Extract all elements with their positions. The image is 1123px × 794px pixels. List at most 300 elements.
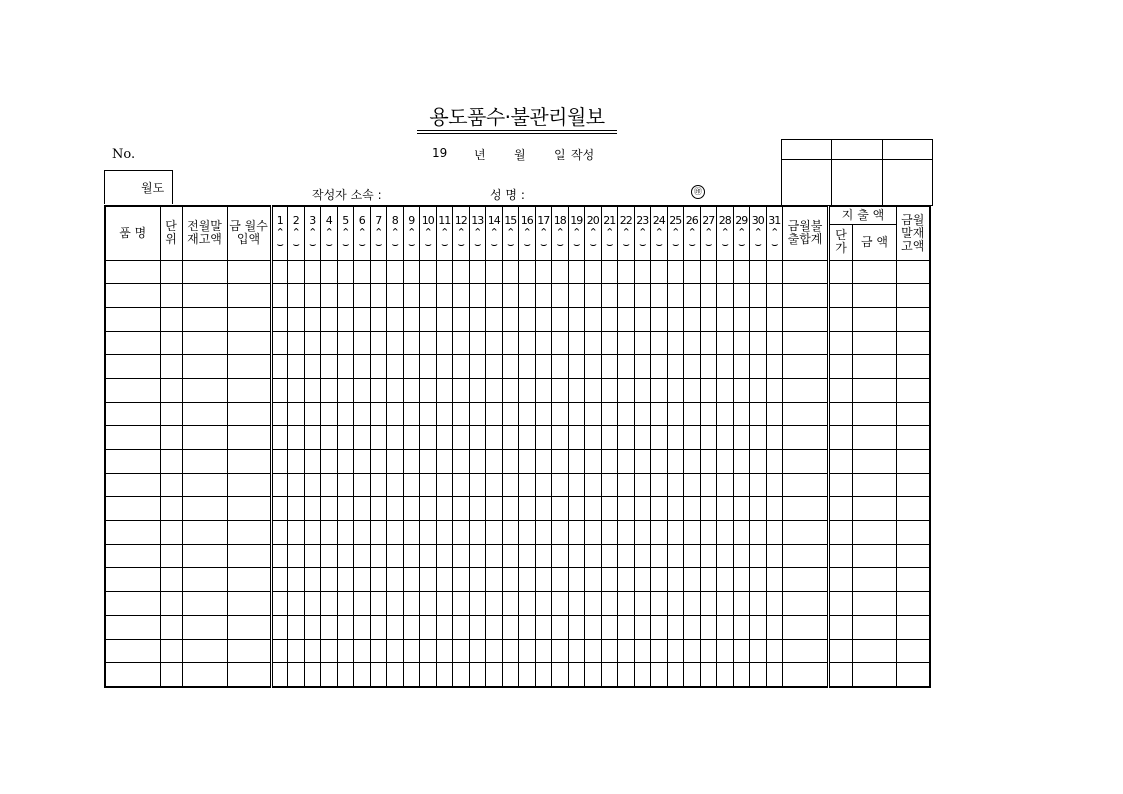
table-cell[interactable] xyxy=(321,639,338,663)
table-cell[interactable] xyxy=(897,639,930,663)
table-cell[interactable] xyxy=(853,426,897,450)
table-cell[interactable] xyxy=(304,402,321,426)
table-cell[interactable] xyxy=(304,473,321,497)
table-cell[interactable] xyxy=(486,355,503,379)
table-cell[interactable] xyxy=(552,378,569,402)
table-cell[interactable] xyxy=(684,260,701,284)
table-cell[interactable] xyxy=(552,592,569,616)
table-cell[interactable] xyxy=(354,284,371,308)
table-cell[interactable] xyxy=(552,473,569,497)
table-cell[interactable] xyxy=(436,260,453,284)
table-cell[interactable] xyxy=(750,450,767,474)
table-cell[interactable] xyxy=(420,497,437,521)
table-cell[interactable] xyxy=(651,639,668,663)
table-cell[interactable] xyxy=(717,663,734,687)
table-cell[interactable] xyxy=(160,331,182,355)
table-cell[interactable] xyxy=(829,615,853,639)
table-cell[interactable] xyxy=(651,544,668,568)
table-cell[interactable] xyxy=(601,615,618,639)
table-cell[interactable] xyxy=(182,663,227,687)
table-cell[interactable] xyxy=(160,521,182,545)
table-cell[interactable] xyxy=(535,378,552,402)
table-cell[interactable] xyxy=(568,450,585,474)
table-cell[interactable] xyxy=(601,355,618,379)
table-cell[interactable] xyxy=(651,568,668,592)
table-cell[interactable] xyxy=(469,378,486,402)
table-cell[interactable] xyxy=(585,544,602,568)
table-cell[interactable] xyxy=(568,568,585,592)
table-cell[interactable] xyxy=(304,426,321,450)
table-cell[interactable] xyxy=(502,568,519,592)
table-cell[interactable] xyxy=(618,663,635,687)
table-cell[interactable] xyxy=(337,307,354,331)
table-cell[interactable] xyxy=(684,544,701,568)
table-cell[interactable] xyxy=(420,450,437,474)
table-cell[interactable] xyxy=(750,307,767,331)
table-cell[interactable] xyxy=(717,402,734,426)
table-cell[interactable] xyxy=(288,568,305,592)
table-cell[interactable] xyxy=(853,663,897,687)
table-cell[interactable] xyxy=(370,615,387,639)
table-cell[interactable] xyxy=(453,568,470,592)
table-cell[interactable] xyxy=(271,260,288,284)
table-cell[interactable] xyxy=(160,378,182,402)
table-cell[interactable] xyxy=(783,284,829,308)
table-cell[interactable] xyxy=(535,521,552,545)
table-cell[interactable] xyxy=(420,307,437,331)
table-cell[interactable] xyxy=(354,639,371,663)
table-cell[interactable] xyxy=(288,378,305,402)
table-cell[interactable] xyxy=(387,615,404,639)
table-cell[interactable] xyxy=(552,426,569,450)
table-cell[interactable] xyxy=(733,426,750,450)
table-cell[interactable] xyxy=(634,260,651,284)
table-cell[interactable] xyxy=(717,473,734,497)
table-cell[interactable] xyxy=(853,521,897,545)
table-cell[interactable] xyxy=(750,639,767,663)
table-cell[interactable] xyxy=(182,426,227,450)
table-cell[interactable] xyxy=(634,378,651,402)
table-cell[interactable] xyxy=(105,307,160,331)
table-cell[interactable] xyxy=(453,331,470,355)
table-cell[interactable] xyxy=(667,592,684,616)
table-cell[interactable] xyxy=(288,426,305,450)
table-cell[interactable] xyxy=(552,663,569,687)
table-cell[interactable] xyxy=(535,568,552,592)
table-cell[interactable] xyxy=(700,473,717,497)
table-cell[interactable] xyxy=(227,639,271,663)
table-cell[interactable] xyxy=(387,426,404,450)
table-cell[interactable] xyxy=(684,355,701,379)
table-cell[interactable] xyxy=(387,663,404,687)
table-cell[interactable] xyxy=(337,426,354,450)
table-cell[interactable] xyxy=(568,426,585,450)
table-cell[interactable] xyxy=(750,473,767,497)
table-cell[interactable] xyxy=(717,592,734,616)
table-cell[interactable] xyxy=(750,331,767,355)
table-cell[interactable] xyxy=(733,639,750,663)
table-cell[interactable] xyxy=(897,497,930,521)
table-cell[interactable] xyxy=(387,450,404,474)
table-cell[interactable] xyxy=(634,639,651,663)
table-cell[interactable] xyxy=(304,521,321,545)
table-cell[interactable] xyxy=(897,378,930,402)
table-cell[interactable] xyxy=(717,426,734,450)
table-cell[interactable] xyxy=(304,450,321,474)
table-cell[interactable] xyxy=(585,355,602,379)
table-cell[interactable] xyxy=(634,473,651,497)
table-cell[interactable] xyxy=(601,497,618,521)
table-cell[interactable] xyxy=(420,521,437,545)
table-cell[interactable] xyxy=(337,521,354,545)
table-cell[interactable] xyxy=(271,307,288,331)
table-cell[interactable] xyxy=(783,331,829,355)
table-cell[interactable] xyxy=(160,663,182,687)
table-cell[interactable] xyxy=(321,544,338,568)
table-cell[interactable] xyxy=(387,497,404,521)
table-cell[interactable] xyxy=(733,402,750,426)
table-cell[interactable] xyxy=(568,521,585,545)
table-cell[interactable] xyxy=(585,497,602,521)
table-cell[interactable] xyxy=(304,544,321,568)
table-cell[interactable] xyxy=(535,544,552,568)
table-cell[interactable] xyxy=(897,615,930,639)
table-cell[interactable] xyxy=(453,639,470,663)
table-cell[interactable] xyxy=(766,663,783,687)
table-cell[interactable] xyxy=(750,592,767,616)
table-cell[interactable] xyxy=(651,497,668,521)
table-cell[interactable] xyxy=(486,592,503,616)
table-cell[interactable] xyxy=(502,473,519,497)
table-cell[interactable] xyxy=(321,426,338,450)
table-cell[interactable] xyxy=(387,473,404,497)
table-cell[interactable] xyxy=(750,568,767,592)
table-cell[interactable] xyxy=(182,450,227,474)
table-cell[interactable] xyxy=(568,544,585,568)
table-cell[interactable] xyxy=(601,331,618,355)
table-cell[interactable] xyxy=(829,355,853,379)
table-cell[interactable] xyxy=(568,473,585,497)
table-cell[interactable] xyxy=(387,284,404,308)
table-cell[interactable] xyxy=(271,402,288,426)
table-cell[interactable] xyxy=(700,663,717,687)
table-cell[interactable] xyxy=(469,260,486,284)
table-cell[interactable] xyxy=(585,473,602,497)
table-cell[interactable] xyxy=(667,473,684,497)
table-cell[interactable] xyxy=(750,497,767,521)
table-cell[interactable] xyxy=(304,355,321,379)
table-cell[interactable] xyxy=(684,450,701,474)
table-cell[interactable] xyxy=(304,284,321,308)
table-cell[interactable] xyxy=(684,639,701,663)
table-cell[interactable] xyxy=(105,450,160,474)
table-cell[interactable] xyxy=(469,450,486,474)
table-cell[interactable] xyxy=(354,473,371,497)
table-cell[interactable] xyxy=(288,497,305,521)
table-cell[interactable] xyxy=(288,639,305,663)
table-cell[interactable] xyxy=(667,307,684,331)
table-cell[interactable] xyxy=(453,663,470,687)
table-cell[interactable] xyxy=(829,663,853,687)
table-cell[interactable] xyxy=(684,592,701,616)
table-cell[interactable] xyxy=(853,639,897,663)
table-cell[interactable] xyxy=(684,284,701,308)
table-cell[interactable] xyxy=(552,402,569,426)
table-cell[interactable] xyxy=(634,426,651,450)
table-cell[interactable] xyxy=(519,378,536,402)
table-cell[interactable] xyxy=(337,355,354,379)
table-cell[interactable] xyxy=(370,450,387,474)
table-cell[interactable] xyxy=(105,402,160,426)
table-cell[interactable] xyxy=(436,639,453,663)
table-cell[interactable] xyxy=(403,473,420,497)
table-cell[interactable] xyxy=(387,355,404,379)
table-cell[interactable] xyxy=(717,378,734,402)
table-cell[interactable] xyxy=(585,615,602,639)
table-cell[interactable] xyxy=(453,426,470,450)
table-cell[interactable] xyxy=(552,521,569,545)
table-cell[interactable] xyxy=(502,615,519,639)
table-cell[interactable] xyxy=(684,331,701,355)
table-cell[interactable] xyxy=(227,355,271,379)
table-cell[interactable] xyxy=(420,260,437,284)
table-cell[interactable] xyxy=(684,426,701,450)
table-cell[interactable] xyxy=(700,331,717,355)
table-cell[interactable] xyxy=(354,521,371,545)
table-cell[interactable] xyxy=(403,307,420,331)
table-cell[interactable] xyxy=(618,331,635,355)
table-cell[interactable] xyxy=(354,378,371,402)
table-cell[interactable] xyxy=(160,473,182,497)
table-cell[interactable] xyxy=(552,568,569,592)
table-cell[interactable] xyxy=(321,568,338,592)
table-cell[interactable] xyxy=(453,260,470,284)
table-cell[interactable] xyxy=(354,402,371,426)
table-cell[interactable] xyxy=(634,615,651,639)
table-cell[interactable] xyxy=(535,450,552,474)
table-cell[interactable] xyxy=(370,355,387,379)
table-cell[interactable] xyxy=(750,544,767,568)
table-cell[interactable] xyxy=(469,307,486,331)
table-cell[interactable] xyxy=(354,355,371,379)
table-cell[interactable] xyxy=(469,663,486,687)
table-cell[interactable] xyxy=(321,378,338,402)
table-cell[interactable] xyxy=(182,260,227,284)
table-cell[interactable] xyxy=(766,544,783,568)
table-cell[interactable] xyxy=(717,497,734,521)
table-cell[interactable] xyxy=(436,497,453,521)
table-cell[interactable] xyxy=(519,521,536,545)
table-cell[interactable] xyxy=(552,355,569,379)
table-cell[interactable] xyxy=(733,378,750,402)
table-cell[interactable] xyxy=(618,497,635,521)
table-cell[interactable] xyxy=(469,497,486,521)
table-cell[interactable] xyxy=(829,639,853,663)
table-cell[interactable] xyxy=(227,497,271,521)
table-cell[interactable] xyxy=(453,450,470,474)
table-cell[interactable] xyxy=(387,402,404,426)
table-cell[interactable] xyxy=(684,307,701,331)
table-cell[interactable] xyxy=(160,284,182,308)
table-cell[interactable] xyxy=(601,260,618,284)
table-cell[interactable] xyxy=(601,307,618,331)
table-cell[interactable] xyxy=(667,284,684,308)
table-cell[interactable] xyxy=(105,497,160,521)
table-cell[interactable] xyxy=(585,260,602,284)
table-cell[interactable] xyxy=(783,473,829,497)
table-cell[interactable] xyxy=(667,639,684,663)
table-cell[interactable] xyxy=(853,355,897,379)
table-cell[interactable] xyxy=(354,450,371,474)
table-cell[interactable] xyxy=(403,521,420,545)
table-cell[interactable] xyxy=(469,639,486,663)
table-cell[interactable] xyxy=(829,402,853,426)
table-cell[interactable] xyxy=(321,260,338,284)
table-cell[interactable] xyxy=(829,331,853,355)
table-cell[interactable] xyxy=(651,592,668,616)
table-cell[interactable] xyxy=(502,284,519,308)
table-cell[interactable] xyxy=(651,615,668,639)
table-cell[interactable] xyxy=(337,592,354,616)
table-cell[interactable] xyxy=(634,568,651,592)
table-cell[interactable] xyxy=(733,568,750,592)
table-cell[interactable] xyxy=(651,473,668,497)
table-cell[interactable] xyxy=(700,450,717,474)
table-cell[interactable] xyxy=(271,331,288,355)
table-cell[interactable] xyxy=(227,521,271,545)
table-cell[interactable] xyxy=(182,378,227,402)
table-cell[interactable] xyxy=(684,378,701,402)
table-cell[interactable] xyxy=(304,307,321,331)
table-cell[interactable] xyxy=(535,307,552,331)
table-cell[interactable] xyxy=(105,615,160,639)
table-cell[interactable] xyxy=(337,331,354,355)
table-cell[interactable] xyxy=(897,521,930,545)
table-cell[interactable] xyxy=(304,568,321,592)
table-cell[interactable] xyxy=(897,331,930,355)
table-cell[interactable] xyxy=(288,331,305,355)
table-cell[interactable] xyxy=(288,615,305,639)
table-cell[interactable] xyxy=(337,260,354,284)
table-cell[interactable] xyxy=(766,473,783,497)
table-cell[interactable] xyxy=(387,307,404,331)
table-cell[interactable] xyxy=(486,473,503,497)
table-cell[interactable] xyxy=(321,450,338,474)
table-cell[interactable] xyxy=(337,402,354,426)
table-cell[interactable] xyxy=(829,260,853,284)
table-cell[interactable] xyxy=(634,402,651,426)
table-cell[interactable] xyxy=(651,426,668,450)
table-cell[interactable] xyxy=(288,260,305,284)
table-cell[interactable] xyxy=(750,355,767,379)
table-cell[interactable] xyxy=(337,497,354,521)
table-cell[interactable] xyxy=(453,355,470,379)
table-cell[interactable] xyxy=(552,331,569,355)
table-cell[interactable] xyxy=(601,402,618,426)
table-cell[interactable] xyxy=(667,568,684,592)
table-cell[interactable] xyxy=(288,307,305,331)
table-cell[interactable] xyxy=(370,307,387,331)
table-cell[interactable] xyxy=(552,615,569,639)
table-cell[interactable] xyxy=(897,544,930,568)
table-cell[interactable] xyxy=(420,615,437,639)
table-cell[interactable] xyxy=(453,473,470,497)
table-cell[interactable] xyxy=(403,592,420,616)
table-cell[interactable] xyxy=(634,544,651,568)
table-cell[interactable] xyxy=(370,497,387,521)
table-cell[interactable] xyxy=(897,568,930,592)
table-cell[interactable] xyxy=(420,331,437,355)
table-cell[interactable] xyxy=(387,592,404,616)
table-cell[interactable] xyxy=(766,521,783,545)
table-cell[interactable] xyxy=(667,544,684,568)
table-cell[interactable] xyxy=(370,568,387,592)
table-cell[interactable] xyxy=(321,331,338,355)
table-cell[interactable] xyxy=(502,450,519,474)
table-cell[interactable] xyxy=(700,426,717,450)
table-cell[interactable] xyxy=(585,639,602,663)
table-cell[interactable] xyxy=(105,544,160,568)
table-cell[interactable] xyxy=(601,592,618,616)
table-cell[interactable] xyxy=(160,260,182,284)
table-cell[interactable] xyxy=(783,402,829,426)
table-cell[interactable] xyxy=(288,473,305,497)
table-cell[interactable] xyxy=(717,639,734,663)
table-cell[interactable] xyxy=(651,450,668,474)
table-cell[interactable] xyxy=(182,284,227,308)
table-cell[interactable] xyxy=(829,450,853,474)
table-cell[interactable] xyxy=(667,615,684,639)
table-cell[interactable] xyxy=(337,663,354,687)
table-cell[interactable] xyxy=(271,473,288,497)
table-cell[interactable] xyxy=(750,260,767,284)
table-cell[interactable] xyxy=(667,402,684,426)
table-cell[interactable] xyxy=(436,450,453,474)
table-cell[interactable] xyxy=(684,497,701,521)
table-cell[interactable] xyxy=(354,331,371,355)
table-cell[interactable] xyxy=(700,639,717,663)
table-cell[interactable] xyxy=(105,331,160,355)
table-cell[interactable] xyxy=(853,260,897,284)
table-cell[interactable] xyxy=(337,378,354,402)
table-cell[interactable] xyxy=(271,497,288,521)
table-cell[interactable] xyxy=(829,426,853,450)
table-cell[interactable] xyxy=(651,402,668,426)
table-cell[interactable] xyxy=(601,663,618,687)
table-cell[interactable] xyxy=(568,639,585,663)
table-cell[interactable] xyxy=(502,402,519,426)
table-cell[interactable] xyxy=(618,402,635,426)
table-cell[interactable] xyxy=(337,568,354,592)
table-cell[interactable] xyxy=(420,355,437,379)
table-cell[interactable] xyxy=(750,615,767,639)
table-cell[interactable] xyxy=(651,331,668,355)
table-cell[interactable] xyxy=(105,284,160,308)
table-cell[interactable] xyxy=(618,307,635,331)
table-cell[interactable] xyxy=(535,260,552,284)
table-cell[interactable] xyxy=(684,521,701,545)
table-cell[interactable] xyxy=(271,615,288,639)
table-cell[interactable] xyxy=(750,402,767,426)
table-cell[interactable] xyxy=(271,639,288,663)
table-cell[interactable] xyxy=(387,568,404,592)
table-cell[interactable] xyxy=(733,592,750,616)
table-cell[interactable] xyxy=(667,378,684,402)
table-cell[interactable] xyxy=(733,473,750,497)
table-cell[interactable] xyxy=(420,284,437,308)
table-cell[interactable] xyxy=(271,663,288,687)
table-cell[interactable] xyxy=(227,307,271,331)
